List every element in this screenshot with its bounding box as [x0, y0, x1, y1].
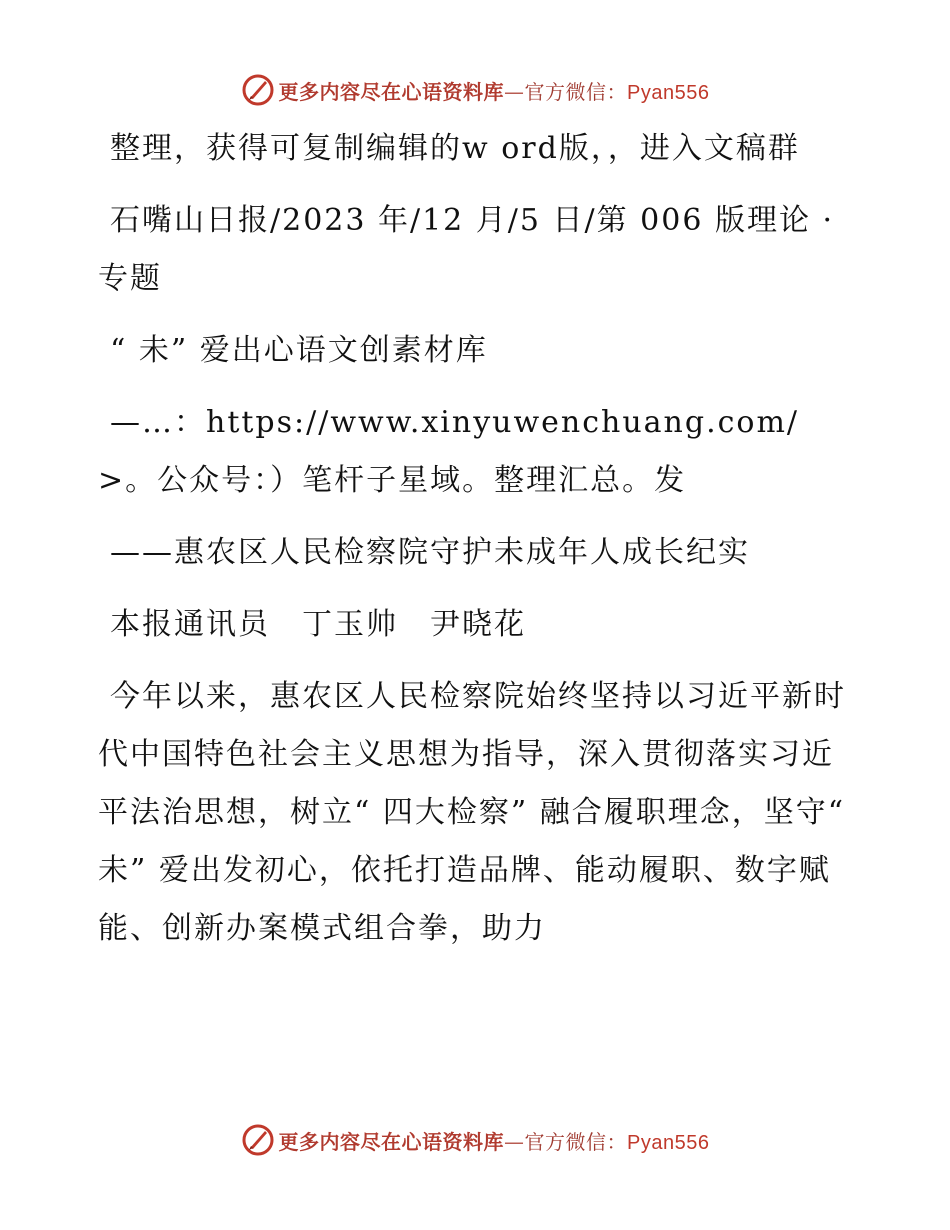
watermark-main-text: 更多内容尽在心语资料库 [278, 1129, 505, 1154]
article-subtitle: ——惠农区人民检察院守护未成年人成长纪实 [110, 535, 750, 570]
source-url-line: —…：https://www.xinyuwenchuang.com/>。公众号：）笔杆子星域。整理汇总。发 [98, 405, 800, 498]
watermark-separator: — [504, 1129, 525, 1154]
article-title: “ 未” 爱出心语文创素材库 [110, 333, 488, 368]
watermark-separator: — [504, 79, 525, 104]
body-paragraph: 今年以来，惠农区人民检察院始终坚持以习近平新时代中国特色社会主义思想为指导，深入贯彻落实习近平法治思想，树立“ 四大检察” 融合履职理念，坚守“ 未” 爱出发初心，依托打造品牌、能动履职、数字赋能、创新办案模式组合拳，助力 [98, 679, 846, 946]
source-line: 石嘴山日报/2023 年/12 月/5 日/第 006 版理论 · 专题 [98, 203, 835, 296]
watermark-official-label: 官方微信： [524, 79, 628, 104]
watermark-text [279, 1126, 710, 1155]
page-header-watermark [0, 68, 950, 112]
watermark-main-text: 更多内容尽在心语资料库 [278, 79, 505, 104]
watermark-handle: Pyan556 [627, 81, 710, 104]
intro-line: 整理，获得可复制编辑的w ord版，，进入文稿群 [110, 131, 800, 166]
watermark-official-label: 官方微信： [524, 1129, 628, 1154]
byline: 本报通讯员 丁玉帅 尹晓花 [110, 607, 526, 642]
watermark-handle: Pyan556 [627, 1131, 710, 1154]
document-body [98, 120, 850, 972]
quill-logo-icon [241, 1123, 275, 1157]
watermark-text [279, 76, 710, 105]
page-footer-watermark [0, 1118, 950, 1162]
quill-logo-icon [241, 73, 275, 107]
